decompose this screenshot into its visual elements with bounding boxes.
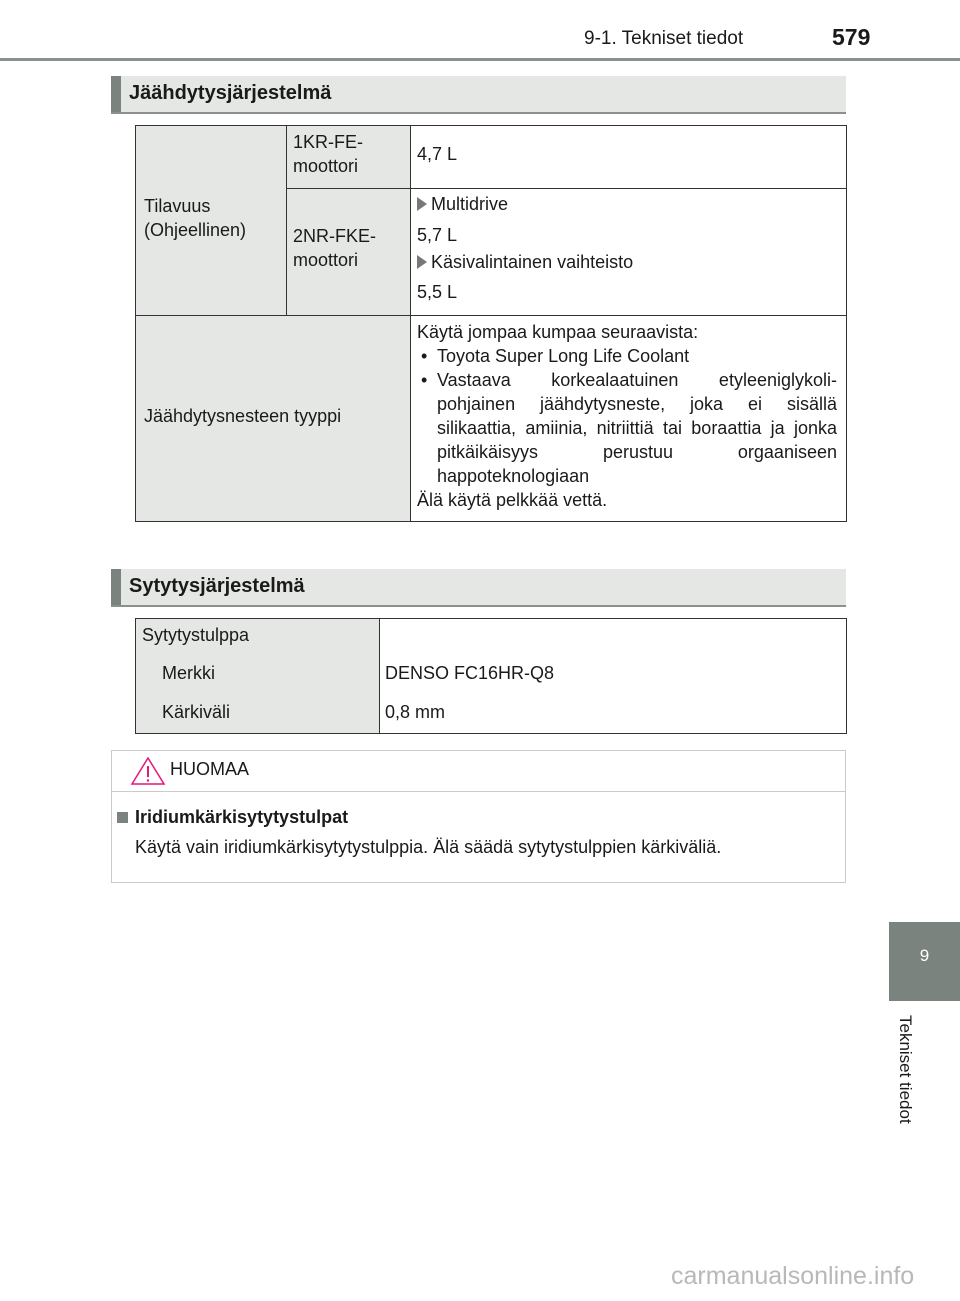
engine2-value-cell bbox=[410, 188, 847, 316]
option-multidrive bbox=[417, 192, 508, 216]
coolant-value-cell bbox=[410, 315, 847, 522]
notice-heading: Iridiumkärkisytytystulpat bbox=[135, 807, 349, 827]
coolant-note: Älä käytä pelkkää vettä. bbox=[417, 490, 608, 510]
spark-plug-label: Sytytystulppa bbox=[142, 625, 250, 645]
option-name: Käsivalintainen vaihteisto bbox=[431, 252, 634, 272]
triangle-bullet-icon bbox=[417, 197, 427, 211]
option-manual bbox=[417, 250, 633, 274]
ignition-title: Sytytysjärjestelmä bbox=[129, 575, 305, 597]
triangle-bullet-icon bbox=[417, 255, 427, 269]
notice-text: Käytä vain iridiumkärkisytytystulppia. Älä säädä sytytystulppien kärkiväliä. bbox=[135, 837, 722, 857]
option-value: 5,5 L bbox=[417, 282, 458, 302]
ignition-label-cell bbox=[135, 618, 380, 734]
gap-value: 0,8 mm bbox=[385, 702, 446, 722]
capacity-label-cell bbox=[135, 125, 287, 316]
option-name: Multidrive bbox=[431, 194, 509, 214]
engine1-value-cell bbox=[410, 125, 847, 189]
cooling-section-heading bbox=[111, 76, 846, 114]
coolant-item: • Toyota Super Long Life Coolant bbox=[417, 344, 837, 368]
ignition-section-heading bbox=[111, 569, 846, 607]
engine2-cell bbox=[286, 188, 411, 316]
coolant-label: Jäähdytysnesteen tyyppi bbox=[144, 406, 342, 426]
engine2-label: 2NR-FKE-moottori bbox=[293, 226, 377, 270]
chapter-label-area bbox=[895, 1015, 919, 1145]
notice-label: HUOMAA bbox=[170, 759, 250, 779]
watermark: carmanualsonline.info bbox=[671, 1262, 915, 1290]
notice-box bbox=[111, 750, 846, 883]
ignition-value-cell bbox=[379, 618, 847, 734]
header-rule bbox=[0, 58, 960, 61]
option-value: 5,7 L bbox=[417, 225, 458, 245]
warning-triangle-icon bbox=[130, 756, 166, 786]
brand-label: Merkki bbox=[162, 663, 215, 683]
gap-label: Kärkiväli bbox=[162, 702, 231, 722]
header-section-title: 9-1. Tekniset tiedot bbox=[584, 28, 744, 49]
engine1-value: 4,7 L bbox=[417, 144, 458, 164]
cooling-title: Jäähdytysjärjestelmä bbox=[129, 82, 332, 104]
engine1-label: 1KR-FE-moottori bbox=[293, 132, 364, 176]
section-bar bbox=[111, 76, 121, 112]
brand-value: DENSO FC16HR-Q8 bbox=[385, 663, 555, 683]
page-number: 579 bbox=[832, 24, 871, 50]
coolant-intro: Käytä jompaa kumpaa seuraavista: bbox=[417, 322, 699, 342]
page-header bbox=[0, 0, 960, 62]
coolant-label-cell bbox=[135, 315, 411, 522]
section-bar bbox=[111, 569, 121, 605]
chapter-label: Tekniset tiedot bbox=[896, 1015, 915, 1124]
capacity-label: Tilavuus (Ohjeellinen) bbox=[144, 196, 247, 240]
chapter-number: 9 bbox=[919, 946, 930, 965]
coolant-description bbox=[417, 320, 837, 512]
notice-header bbox=[112, 751, 845, 792]
engine1-cell bbox=[286, 125, 411, 189]
square-bullet-icon bbox=[117, 812, 128, 823]
coolant-item: • Vastaava korkealaatuinen etyleeniglykoli-pohjainen jäähdytysneste, joka ei sisällä silikaattia, amiinia, nitriittiä tai boraattia ja jonka pitkäikäisyys perustuu orgaaniseen happoteknologiaan bbox=[417, 368, 837, 488]
chapter-tab bbox=[889, 922, 960, 1001]
